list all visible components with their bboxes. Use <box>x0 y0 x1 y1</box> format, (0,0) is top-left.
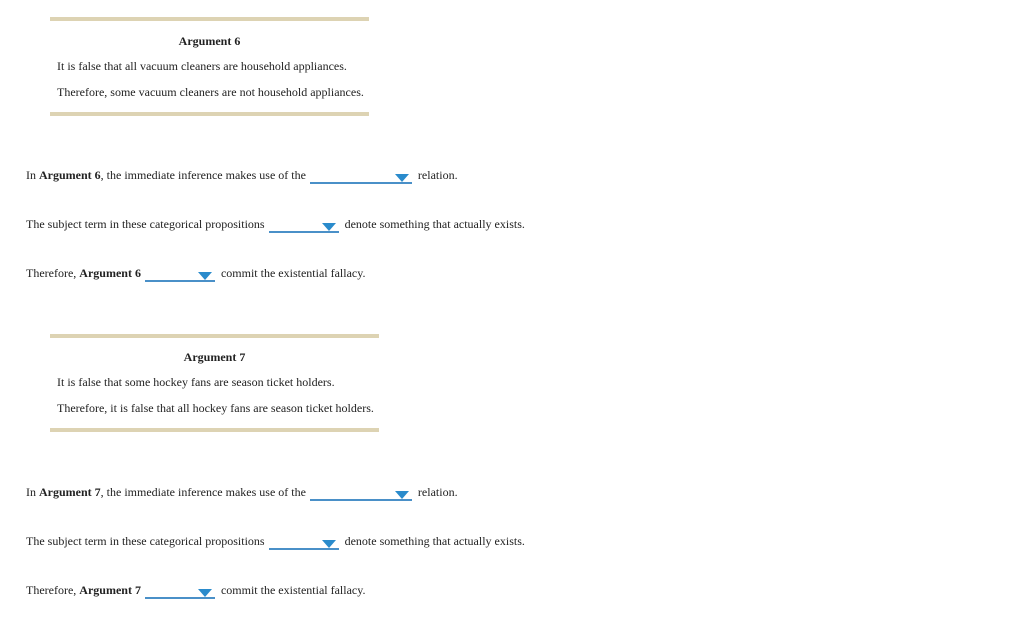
argument-ref: Argument 6 <box>79 266 141 280</box>
chevron-down-icon <box>322 540 336 548</box>
argument-6-box <box>50 17 369 116</box>
question-text: The subject term in these categorical propositions <box>26 534 265 548</box>
argument-ref: Argument 7 <box>79 583 141 597</box>
argument-ref: Argument 7 <box>39 485 101 499</box>
question-text: In <box>26 168 36 182</box>
chevron-down-icon <box>322 223 336 231</box>
argument-6-relation-dropdown[interactable] <box>310 168 412 184</box>
argument-6-commit-dropdown[interactable] <box>145 266 215 282</box>
argument-7-commit-dropdown[interactable] <box>145 583 215 599</box>
argument-6-title: Argument 6 <box>178 34 241 48</box>
question-text: commit the existential fallacy. <box>220 266 366 280</box>
argument-7-denote-dropdown[interactable] <box>269 534 339 550</box>
question-text: The subject term in these categorical propositions <box>26 217 265 231</box>
argument-7-conclusion: Therefore, it is false that all hockey fans are season ticket holders. <box>57 401 374 415</box>
argument-6-denote-question <box>26 217 525 233</box>
argument-7-title: Argument 7 <box>183 350 246 364</box>
argument-7-premise: It is false that some hockey fans are season ticket holders. <box>57 375 335 389</box>
argument-ref: Argument 6 <box>39 168 101 182</box>
argument-6-relation-question <box>26 168 458 184</box>
argument-6-conclusion: Therefore, some vacuum cleaners are not household appliances. <box>57 85 364 99</box>
argument-7-relation-dropdown[interactable] <box>310 485 412 501</box>
chevron-down-icon <box>395 174 409 182</box>
question-text: Therefore, <box>26 583 77 597</box>
chevron-down-icon <box>198 589 212 597</box>
question-text: , the immediate inference makes use of the <box>100 485 306 499</box>
chevron-down-icon <box>198 272 212 280</box>
argument-6-premise: It is false that all vacuum cleaners are household appliances. <box>57 59 347 73</box>
question-text: relation. <box>417 485 458 499</box>
question-text: Therefore, <box>26 266 77 280</box>
argument-7-denote-question <box>26 534 525 550</box>
argument-7-relation-question <box>26 485 458 501</box>
argument-6-denote-dropdown[interactable] <box>269 217 339 233</box>
question-text: commit the existential fallacy. <box>220 583 366 597</box>
question-text: , the immediate inference makes use of the <box>100 168 306 182</box>
argument-7-fallacy-question <box>26 583 365 599</box>
argument-6-fallacy-question <box>26 266 365 282</box>
chevron-down-icon <box>395 491 409 499</box>
question-text: denote something that actually exists. <box>344 217 525 231</box>
question-text: In <box>26 485 36 499</box>
question-text: relation. <box>417 168 458 182</box>
argument-7-box <box>50 334 379 432</box>
question-text: denote something that actually exists. <box>344 534 525 548</box>
